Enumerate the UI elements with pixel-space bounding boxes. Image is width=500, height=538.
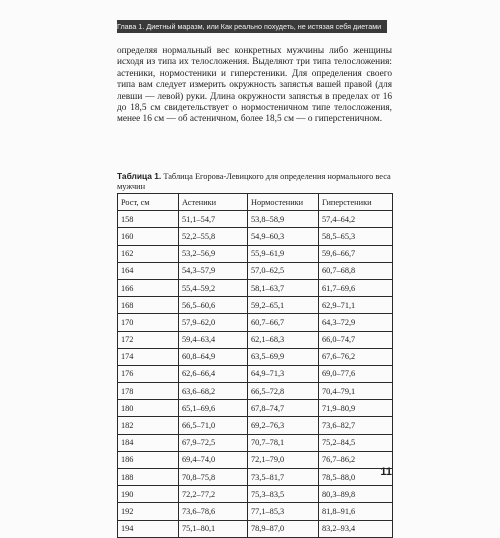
cell-hypersthenic: 78,5–88,0 [319, 469, 393, 486]
cell-hypersthenic: 71,9–80,9 [319, 400, 393, 417]
cell-normosthenic: 55,9–61,9 [248, 245, 319, 262]
table-row [118, 469, 393, 486]
body-paragraph: определяя нормальный вес конкретных мужчины либо женщины исходя из типа их телосложения. Выделяют три типа телосложения: астеники, нормостеники и гиперстеники. Для определения своего типа вам следует измерить окружность запястья вашей правой (для левши — левой) руки. Длина окружности запястья в пределах от 16 до 18,5 см свидетельствует о нормостеничном типе телосложения, менее 16 см — об астеничном, более 18,5 см — о гиперстеничном. [117, 46, 392, 125]
cell-height: 188 [118, 469, 179, 486]
cell-asthenic: 55,4–59,2 [179, 279, 248, 296]
header-normosthenic: Нормостеники [248, 194, 319, 211]
table-row [118, 331, 393, 348]
cell-hypersthenic: 60,7–68,8 [319, 262, 393, 279]
table-header-row [118, 194, 393, 211]
cell-height: 180 [118, 400, 179, 417]
table-row [118, 348, 393, 365]
cell-normosthenic: 59,2–65,1 [248, 297, 319, 314]
cell-hypersthenic: 69,0–77,6 [319, 365, 393, 382]
table-row [118, 520, 393, 537]
cell-height: 192 [118, 503, 179, 520]
table-row [118, 383, 393, 400]
cell-height: 182 [118, 417, 179, 434]
header-height: Рост, см [118, 194, 179, 211]
table-row [118, 262, 393, 279]
cell-normosthenic: 69,2–76,3 [248, 417, 319, 434]
table-caption-text: Таблица Егорова-Левицкого для определения нормального веса мужчин [117, 172, 391, 191]
cell-normosthenic: 64,9–71,3 [248, 365, 319, 382]
cell-asthenic: 75,1–80,1 [179, 520, 248, 537]
cell-height: 168 [118, 297, 179, 314]
cell-height: 172 [118, 331, 179, 348]
table-caption-label: Таблица 1. [117, 171, 162, 181]
cell-height: 186 [118, 451, 179, 468]
cell-asthenic: 60,8–64,9 [179, 348, 248, 365]
cell-normosthenic: 54,9–60,3 [248, 228, 319, 245]
table-row [118, 434, 393, 451]
cell-normosthenic: 58,1–63,7 [248, 279, 319, 296]
cell-hypersthenic: 67,6–76,2 [319, 348, 393, 365]
table-row [118, 417, 393, 434]
cell-height: 194 [118, 520, 179, 537]
cell-height: 170 [118, 314, 179, 331]
cell-asthenic: 56,5–60,6 [179, 297, 248, 314]
table-row [118, 211, 393, 228]
cell-hypersthenic: 70,4–79,1 [319, 383, 393, 400]
cell-normosthenic: 73,5–81,7 [248, 469, 319, 486]
cell-normosthenic: 63,5–69,9 [248, 348, 319, 365]
cell-hypersthenic: 61,7–69,6 [319, 279, 393, 296]
table-row [118, 400, 393, 417]
cell-height: 160 [118, 228, 179, 245]
cell-asthenic: 65,1–69,6 [179, 400, 248, 417]
cell-asthenic: 66,5–71,0 [179, 417, 248, 434]
header-hypersthenic: Гиперстеники [319, 194, 393, 211]
cell-hypersthenic: 62,9–71,1 [319, 297, 393, 314]
table-caption [117, 171, 392, 192]
cell-normosthenic: 57,0–62,5 [248, 262, 319, 279]
table-row [118, 365, 393, 382]
cell-asthenic: 62,6–66,4 [179, 365, 248, 382]
cell-hypersthenic: 59,6–66,7 [319, 245, 393, 262]
cell-height: 162 [118, 245, 179, 262]
cell-hypersthenic: 64,3–72,9 [319, 314, 393, 331]
cell-asthenic: 54,3–57,9 [179, 262, 248, 279]
cell-asthenic: 53,2–56,9 [179, 245, 248, 262]
cell-normosthenic: 70,7–78,1 [248, 434, 319, 451]
cell-normosthenic: 77,1–85,3 [248, 503, 319, 520]
cell-normosthenic: 60,7–66,7 [248, 314, 319, 331]
table-row [118, 451, 393, 468]
cell-normosthenic: 62,1–68,3 [248, 331, 319, 348]
table-row [118, 314, 393, 331]
cell-asthenic: 72,2–77,2 [179, 486, 248, 503]
cell-normosthenic: 67,8–74,7 [248, 400, 319, 417]
cell-asthenic: 59,4–63,4 [179, 331, 248, 348]
cell-hypersthenic: 58,5–65,3 [319, 228, 393, 245]
cell-normosthenic: 66,5–72,8 [248, 383, 319, 400]
page-number: 11 [380, 466, 392, 478]
cell-height: 184 [118, 434, 179, 451]
cell-hypersthenic: 73,6–82,7 [319, 417, 393, 434]
table-row [118, 279, 393, 296]
cell-asthenic: 51,1–54,7 [179, 211, 248, 228]
cell-height: 176 [118, 365, 179, 382]
running-header: Глава 1. Диетный маразм, или Как реально похудеть, не истязая себя диетами [117, 20, 387, 33]
cell-normosthenic: 53,8–58,9 [248, 211, 319, 228]
cell-asthenic: 63,6–68,2 [179, 383, 248, 400]
cell-height: 174 [118, 348, 179, 365]
cell-normosthenic: 75,3–83,5 [248, 486, 319, 503]
cell-normosthenic: 72,1–79,0 [248, 451, 319, 468]
cell-hypersthenic: 81,8–91,6 [319, 503, 393, 520]
cell-hypersthenic: 75,2–84,5 [319, 434, 393, 451]
cell-height: 164 [118, 262, 179, 279]
cell-height: 178 [118, 383, 179, 400]
cell-asthenic: 73,6–78,6 [179, 503, 248, 520]
cell-height: 166 [118, 279, 179, 296]
cell-asthenic: 69,4–74,0 [179, 451, 248, 468]
weight-norms-table [117, 193, 393, 538]
cell-normosthenic: 78,9–87,0 [248, 520, 319, 537]
cell-asthenic: 52,2–55,8 [179, 228, 248, 245]
cell-asthenic: 67,9–72,5 [179, 434, 248, 451]
cell-hypersthenic: 76,7–86,2 [319, 451, 393, 468]
cell-hypersthenic: 66,0–74,7 [319, 331, 393, 348]
cell-asthenic: 70,8–75,8 [179, 469, 248, 486]
header-asthenic: Астеники [179, 194, 248, 211]
cell-hypersthenic: 80,3–89,8 [319, 486, 393, 503]
cell-hypersthenic: 83,2–93,4 [319, 520, 393, 537]
cell-height: 158 [118, 211, 179, 228]
cell-asthenic: 57,9–62,0 [179, 314, 248, 331]
table-row [118, 228, 393, 245]
cell-height: 190 [118, 486, 179, 503]
table-row [118, 486, 393, 503]
table-row [118, 245, 393, 262]
table-row [118, 503, 393, 520]
table-row [118, 297, 393, 314]
cell-hypersthenic: 57,4–64,2 [319, 211, 393, 228]
